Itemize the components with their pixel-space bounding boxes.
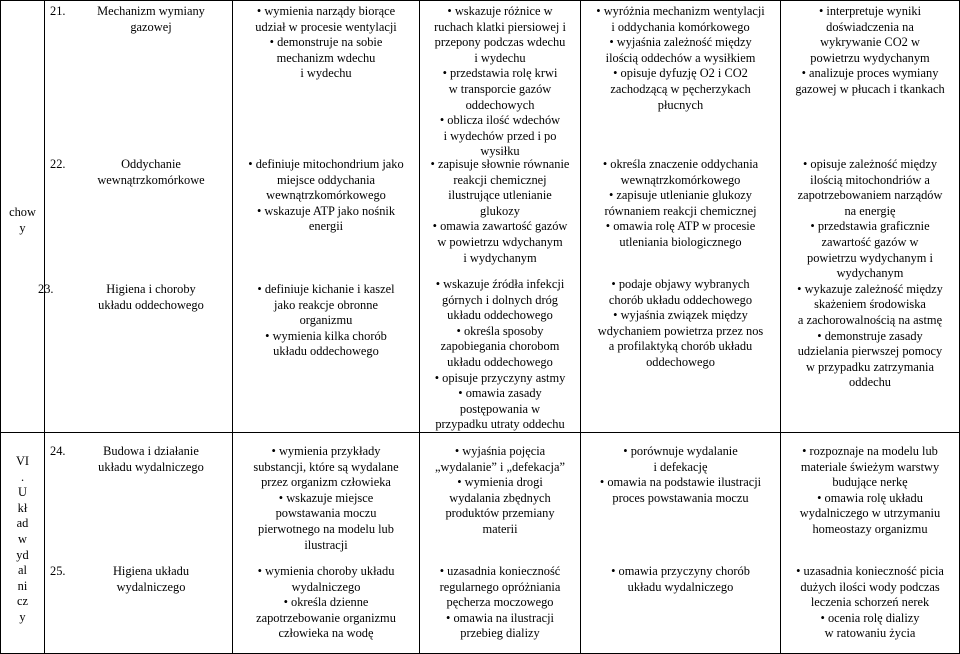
col-divider [580, 0, 581, 654]
requirements-basic [236, 444, 416, 553]
list-item: • demonstruje zasady udzielania pierwszej pomocy w przypadku zatrzymania oddechu [797, 328, 943, 390]
requirements-advanced [583, 157, 778, 251]
requirements-extended [422, 564, 578, 642]
list-item: • wyróżnia mechanizm wentylacji i oddychania komórkowego [596, 4, 765, 34]
list-item: • opisuje przyczyny astmy [434, 370, 566, 385]
requirements-extended [422, 157, 578, 266]
list-item: • zapisuje utlenianie glukozy równaniem reakcji chemicznej [604, 188, 757, 218]
topic-number: 23. [38, 282, 54, 296]
col-divider [232, 0, 233, 654]
section-label [1, 205, 44, 236]
list-item: • definiuje kichanie i kaszel jako reakcje obronne organizmu [257, 282, 395, 328]
list-item: • wymienia narządy biorące udział w procesie wentylacji [255, 4, 397, 34]
list-item: • demonstruje na sobie mechanizm wdechu i wydechu [269, 35, 383, 81]
list-item: • przedstawia graficznie zawartość gazów w powietrzu wydychanym i wydychanym [807, 219, 933, 281]
list-item: • określa sposoby zapobiegania chorobom układu oddechowego [440, 323, 560, 369]
list-item: • wyjaśnia pojęcia „wydalanie” i „defekacja” [434, 444, 565, 474]
section-label [1, 454, 44, 626]
list-item: • opisuje dyfuzję O2 i CO2 zachodzącą w pęcherzykach płucnych [610, 66, 751, 112]
requirements-full [783, 444, 957, 538]
list-item: • ocenia rolę dializy w ratowaniu życia [820, 610, 920, 641]
list-item: • określa znaczenie oddychania wewnątrzkomórkowego [602, 157, 759, 187]
requirements-full [783, 157, 957, 391]
topic-title: Higiena i choroby układu oddechowego [98, 282, 204, 312]
topic-number: 22. [50, 157, 66, 171]
requirements-basic [236, 282, 416, 360]
table-top-border [0, 0, 960, 1]
list-item: • uzasadnia konieczność picia dużych ilości wody podczas leczenia schorzeń nerek [796, 564, 944, 610]
requirements-advanced [583, 4, 778, 113]
topic-number: 21. [50, 4, 66, 18]
list-item: • wskazuje miejsce powstawania moczu pierwotnego na modelu lub ilustracji [258, 490, 394, 552]
requirements-extended [422, 444, 578, 538]
col-divider [44, 0, 45, 654]
topic-cell [50, 4, 230, 144]
requirements-full [783, 4, 957, 98]
requirements-full [783, 564, 957, 642]
list-item: • określa dzienne zapotrzebowanie organizmu człowieka na wodę [256, 595, 396, 641]
requirements-advanced [583, 564, 778, 595]
list-item: • wskazuje ATP jako nośnik energii [256, 203, 396, 234]
requirements-basic [236, 564, 416, 642]
list-item: • wyjaśnia zależność między ilością oddechów a wysiłkiem [605, 35, 756, 65]
topic-title: Higiena układu wydalniczego [112, 564, 190, 594]
col-divider [780, 0, 781, 654]
requirements-extended [422, 4, 578, 160]
list-item: • porównuje wydalanie i defekację [623, 444, 738, 474]
list-item: • wymienia przykłady substancji, które są wydalane przez organizm człowieka [253, 444, 399, 490]
section-label-text: chow y [9, 205, 36, 235]
list-item: • podaje objawy wybranych chorób układu oddechowego [608, 277, 753, 307]
topic-title: Budowa i działanie układu wydalniczego [98, 444, 204, 474]
list-item: • rozpoznaje na modelu lub materiale świeżym warstwy budujące nerkę [800, 444, 940, 490]
requirements-extended [422, 277, 578, 433]
topic-number: 25. [50, 564, 66, 578]
list-item: • omawia zasady postępowania w przypadku utraty oddechu [435, 386, 565, 432]
topic-number: 24. [50, 444, 66, 458]
list-item: • wymienia choroby układu wydalniczego [257, 564, 395, 594]
list-item: • opisuje zależność między ilością mitochondriów a zapotrzebowaniem narządów na energię [797, 157, 943, 218]
list-item: • omawia na podstawie ilustracji proces powstawania moczu [599, 475, 762, 505]
requirements-basic [236, 157, 416, 235]
list-item: • omawia na ilustracji przebieg dializy [446, 610, 554, 641]
list-item: • wskazuje źródła infekcji górnych i dolnych dróg układu oddechowego [435, 277, 565, 323]
topic-title: Oddychanie wewnątrzkomórkowe [97, 157, 205, 187]
list-item: • wykazuje zależność między skażeniem środowiska a zachorowalnością na astmę [797, 281, 943, 327]
requirements-basic [236, 4, 416, 82]
requirements-advanced [583, 277, 778, 371]
list-item: • zapisuje słownie równanie reakcji chemicznej ilustrujące utlenianie glukozy [430, 157, 570, 218]
list-item: • interpretuje wyniki doświadczenia na wykrywanie CO2 w powietrzu wydychanym [810, 4, 930, 65]
list-item: • wskazuje różnice w ruchach klatki piersiowej i przepony podczas wdechu i wydechu [434, 4, 566, 65]
requirements-advanced [583, 444, 778, 506]
col-divider [419, 0, 420, 654]
list-item: • uzasadnia konieczność regularnego opróżniania pęcherza moczowego [439, 564, 561, 610]
topic-title: Mechanizm wymiany gazowej [97, 4, 205, 34]
list-item: • analizuje proces wymiany gazowej w płucach i tkankach [795, 66, 945, 96]
list-item: • przedstawia rolę krwi w transporcie gazów oddechowych [442, 66, 558, 112]
list-item: • wymienia kilka chorób układu oddechowego [265, 328, 387, 359]
list-item: • definiuje mitochondrium jako miejsce oddychania wewnątrzkomórkowego [248, 157, 404, 203]
list-item: • oblicza ilość wdechów i wydechów przed i po wysiłku [439, 113, 561, 159]
list-item: • omawia przyczyny chorób układu wydalniczego [611, 564, 750, 594]
list-item: • wyjaśnia związek między wdychaniem powietrza przez nos a profilaktyką chorób układu oddechowego [597, 308, 764, 369]
list-item: • omawia rolę ATP w procesie utleniania biologicznego [605, 219, 756, 249]
list-item: • omawia zawartość gazów w powietrzu wdychanym i wydychanym [432, 219, 568, 265]
list-item: • wymienia drogi wydalania zbędnych produktów przemiany materii [445, 475, 555, 536]
list-item: • omawia rolę układu wydalniczego w utrzymaniu homeostazy organizmu [799, 490, 941, 536]
section-label-text: VI . U kł ad w yd al ni cz y [15, 454, 30, 624]
